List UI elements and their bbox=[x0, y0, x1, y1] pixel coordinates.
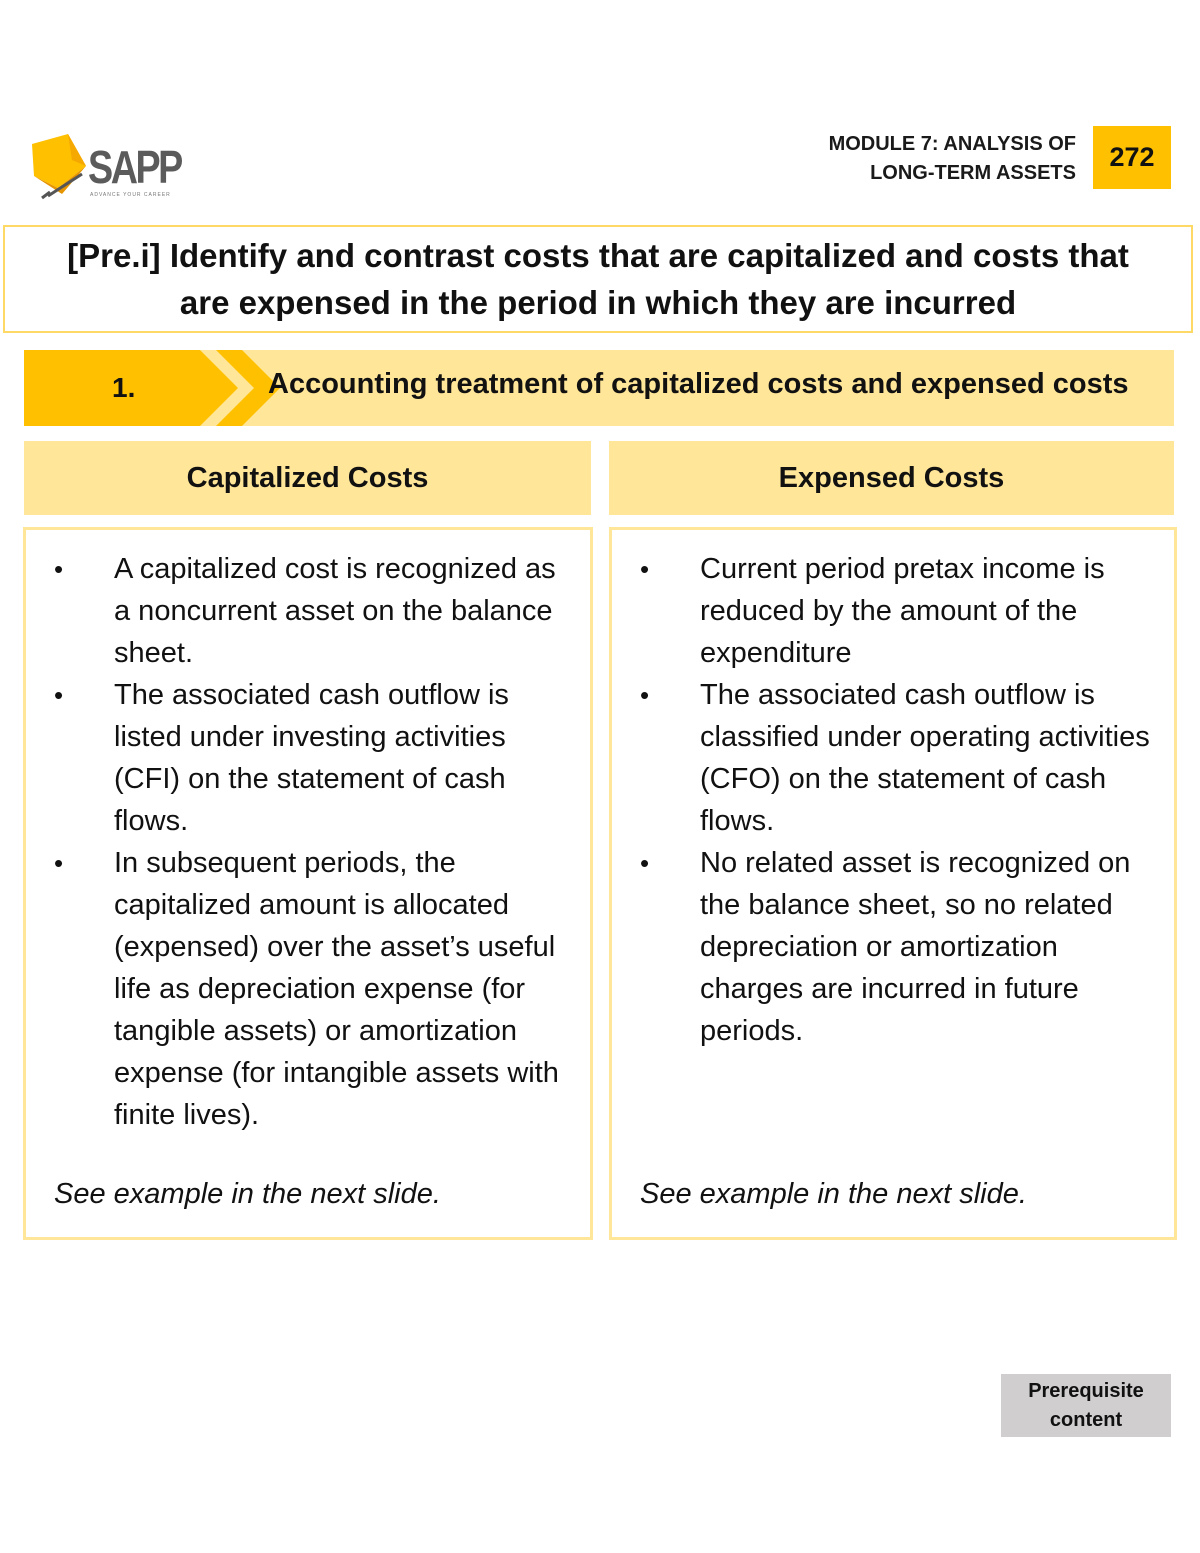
bullet-icon: • bbox=[54, 554, 64, 584]
module-label bbox=[676, 130, 1076, 188]
bullet-icon: • bbox=[640, 848, 650, 878]
chevron-arrow-icon bbox=[24, 350, 284, 426]
section-number: 1. bbox=[112, 372, 136, 403]
bullet-text: In subsequent periods, the capitalized amount is allocated (expensed) over the asset’s useful life as depreciation expense (for tangible assets) or amortization expense (for intangible assets with finite lives). bbox=[114, 847, 559, 1131]
module-line-2: LONG-TERM ASSETS bbox=[870, 162, 1076, 184]
list-item bbox=[612, 674, 1150, 842]
bullet-icon: • bbox=[640, 554, 650, 584]
bullet-icon: • bbox=[54, 848, 64, 878]
bullet-text: No related asset is recognized on the balance sheet, so no related depreciation or amortization charges are incurred in future periods. bbox=[700, 847, 1131, 1047]
learning-objective-box bbox=[3, 225, 1193, 333]
list-item bbox=[26, 674, 564, 842]
section-heading: Accounting treatment of capitalized costs and expensed costs bbox=[268, 368, 1129, 400]
bullet-icon: • bbox=[54, 680, 64, 710]
capitalized-costs-list bbox=[26, 548, 564, 1136]
expensed-costs-box bbox=[609, 527, 1177, 1240]
expensed-costs-header: Expensed Costs bbox=[609, 441, 1174, 515]
example-note: See example in the next slide. bbox=[640, 1178, 1027, 1210]
list-item bbox=[612, 548, 1150, 674]
title-line-2: are expensed in the period in which they are incurred bbox=[179, 284, 1017, 321]
example-note: See example in the next slide. bbox=[54, 1178, 441, 1210]
section-banner bbox=[24, 350, 1174, 426]
bullet-text: Current period pretax income is reduced by the amount of the expenditure bbox=[700, 553, 1105, 669]
list-item bbox=[26, 842, 564, 1136]
bullet-icon: • bbox=[640, 680, 650, 710]
prerequisite-badge bbox=[1001, 1374, 1171, 1437]
list-item bbox=[612, 842, 1150, 1052]
badge-line-2: content bbox=[1049, 1408, 1123, 1431]
logo-tagline: ADVANCE YOUR CAREER bbox=[90, 192, 171, 198]
title-line-1: [Pre.i] Identify and contrast costs that are capitalized and costs that bbox=[67, 237, 1129, 274]
logo-text: SAPP bbox=[88, 141, 181, 193]
capitalized-costs-box bbox=[23, 527, 593, 1240]
bullet-text: The associated cash outflow is listed under investing activities (CFI) on the statement of cash flows. bbox=[114, 679, 509, 837]
badge-line-1: Prerequisite bbox=[1028, 1379, 1144, 1402]
sapp-logo bbox=[28, 130, 181, 202]
bullet-text: The associated cash outflow is classified under operating activities (CFO) on the statement of cash flows. bbox=[700, 679, 1150, 837]
expensed-costs-list bbox=[612, 548, 1150, 1052]
page-number: 272 bbox=[1093, 126, 1171, 189]
module-line-1: MODULE 7: ANALYSIS OF bbox=[828, 133, 1076, 155]
list-item bbox=[26, 548, 564, 674]
bullet-text: A capitalized cost is recognized as a noncurrent asset on the balance sheet. bbox=[114, 553, 556, 669]
learning-objective-title bbox=[13, 232, 1183, 326]
capitalized-costs-header: Capitalized Costs bbox=[24, 441, 591, 515]
